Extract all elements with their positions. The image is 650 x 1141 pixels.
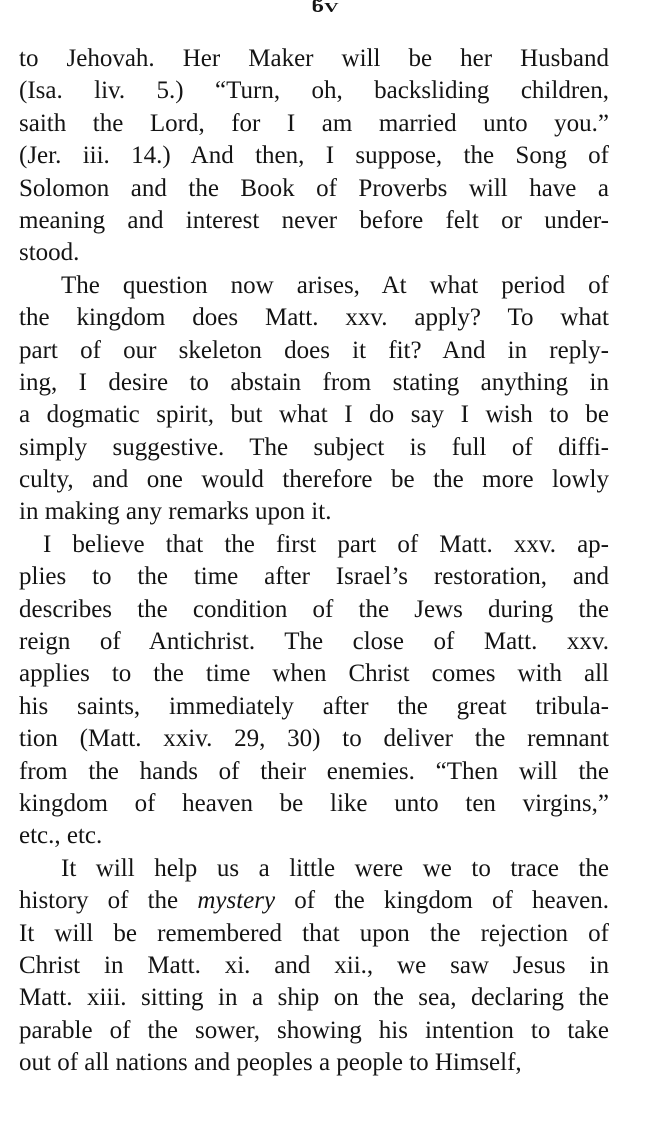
text-line: from the hands of their enemies. “Then will the xyxy=(19,757,609,785)
text-line-with-emphasis xyxy=(19,885,609,917)
text-line: (Isa. liv. 5.) “Turn, oh, backsliding children, xyxy=(19,77,609,105)
text-line: etc., etc. xyxy=(19,822,103,850)
text-line: The question now arises, At what period of xyxy=(61,271,609,299)
text-line: saith the Lord, for I am married unto you.” xyxy=(19,109,609,137)
text-line: reign of Antichrist. The close of Matt. xxv. xyxy=(19,628,609,656)
text-line: kingdom of heaven be like unto ten virgins,” xyxy=(19,789,609,817)
text-line: the kingdom does Matt. xxv. apply? To what xyxy=(19,304,609,332)
text-line: a dogmatic spirit, but what I do say I wish to be xyxy=(19,401,609,429)
text-line: It will be remembered that upon the rejection of xyxy=(19,919,609,947)
text-line: Christ in Matt. xi. and xii., we saw Jesus in xyxy=(19,951,609,979)
text-line: stood. xyxy=(19,239,80,267)
text-line: Solomon and the Book of Proverbs will have a xyxy=(19,174,609,202)
text-line: applies to the time when Christ comes with all xyxy=(19,660,609,688)
text-segment: of the kingdom of heaven. xyxy=(294,887,610,915)
page-number: ნV xyxy=(311,0,339,16)
text-line: I believe that the first part of Matt. xxv. ap- xyxy=(43,530,609,558)
text-line: meaning and interest never before felt or under- xyxy=(19,206,609,234)
text-line: ing, I desire to abstain from stating anything in xyxy=(19,368,609,396)
text-line: describes the condition of the Jews during the xyxy=(19,595,609,623)
body-text xyxy=(19,43,609,1080)
text-line: his saints, immediately after the great tribula- xyxy=(19,692,609,720)
text-line: tion (Matt. xxiv. 29, 30) to deliver the remnant xyxy=(19,725,609,753)
text-line: (Jer. iii. 14.) And then, I suppose, the Song of xyxy=(19,142,609,170)
emphasized-word: mystery xyxy=(197,887,276,915)
text-line: parable of the sower, showing his intention to take xyxy=(19,1016,609,1044)
text-line: in making any remarks upon it. xyxy=(19,498,332,526)
text-line: plies to the time after Israel’s restoration, and xyxy=(19,563,609,591)
text-line: It will help us a little were we to trace the xyxy=(61,854,609,882)
text-line: out of all nations and peoples a people to Himself, xyxy=(19,1049,522,1077)
text-line: to Jehovah. Her Maker will be her Husband xyxy=(19,45,609,72)
text-line: simply suggestive. The subject is full of diffi- xyxy=(19,433,609,461)
text-segment: history of the xyxy=(19,887,179,915)
text-line: part of our skeleton does it fit? And in reply- xyxy=(19,336,609,364)
text-line: Matt. xiii. sitting in a ship on the sea, declaring the xyxy=(19,984,609,1012)
text-line: culty, and one would therefore be the more lowly xyxy=(19,466,609,494)
